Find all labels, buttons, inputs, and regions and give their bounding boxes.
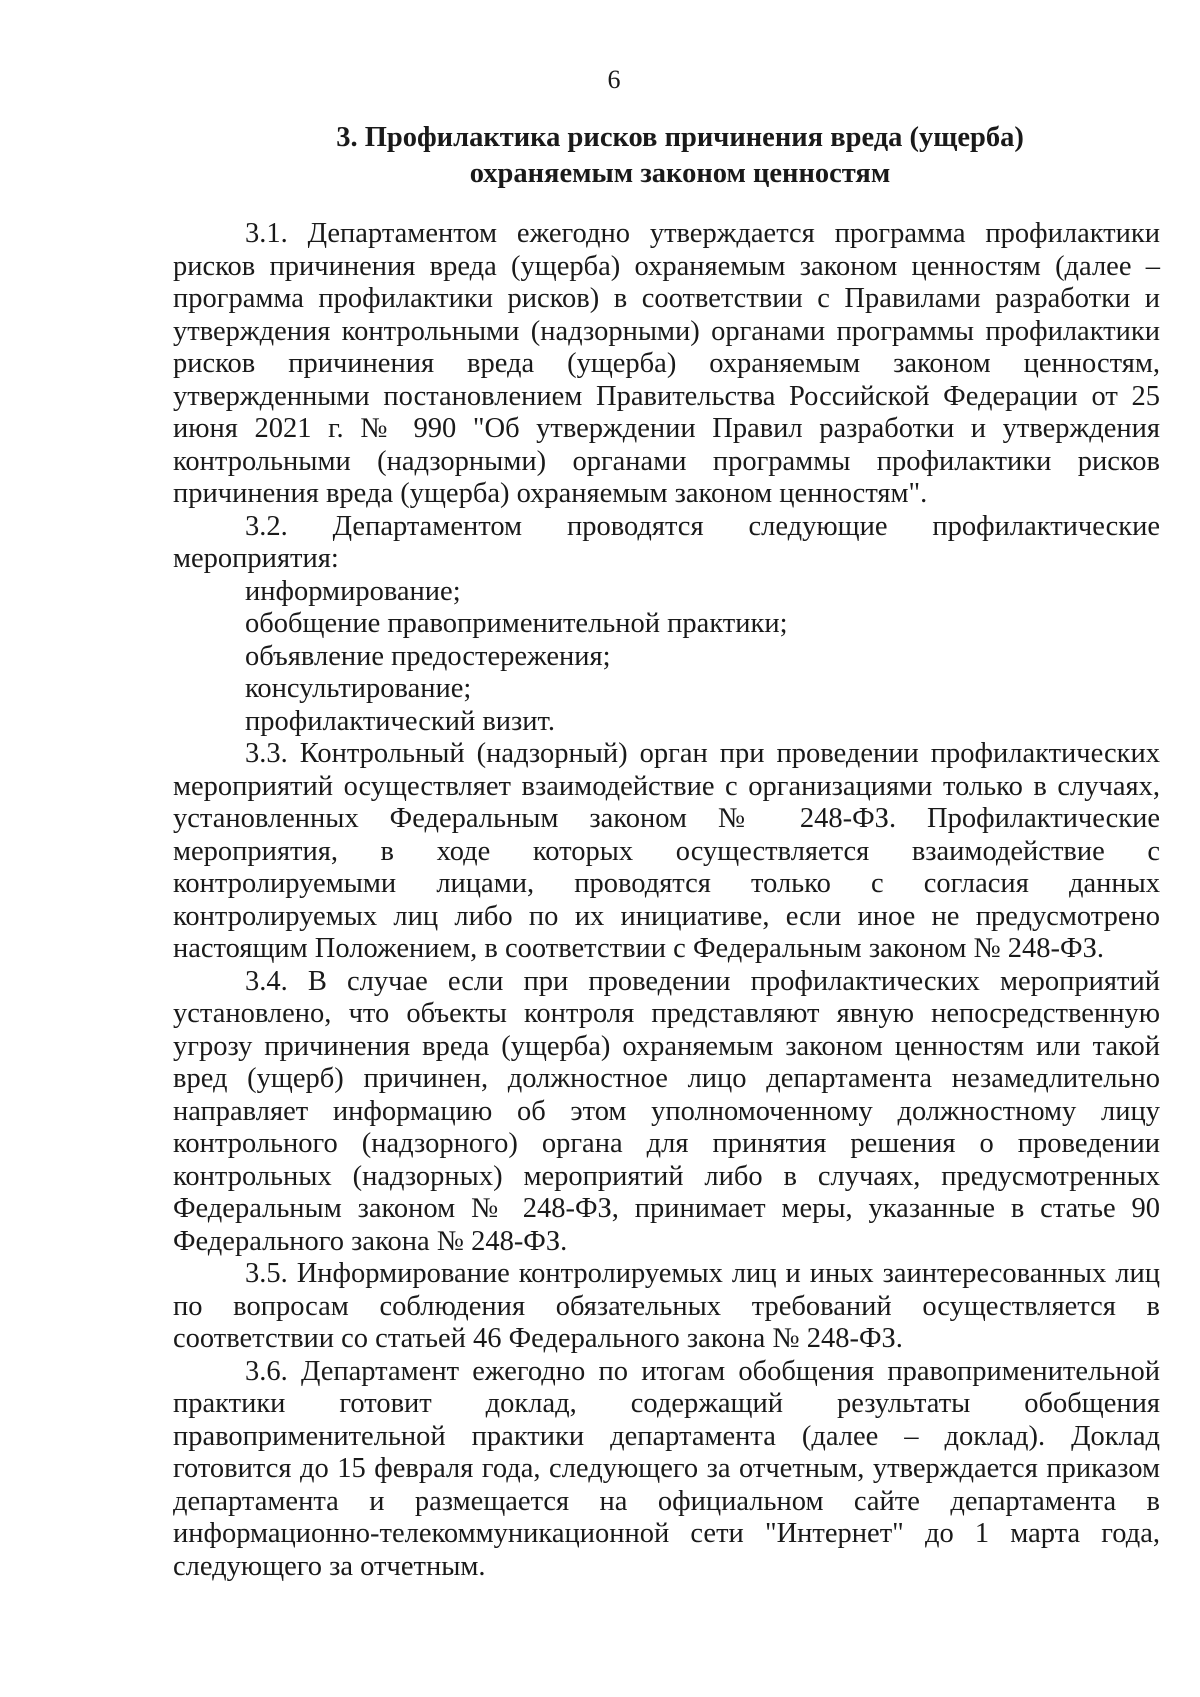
paragraph-3-2: 3.2. Департаментом проводятся следующие профилактические мероприятия:: [173, 510, 1160, 574]
heading-line-2: охраняемым законом ценностям: [469, 158, 891, 189]
list-item: информирование;: [245, 575, 461, 607]
page-number: 6: [607, 65, 621, 94]
list-item: объявление предостережения;: [245, 640, 611, 672]
paragraph-3-4: 3.4. В случае если при проведении профилактических мероприятий установлено, что объекты контроля представляют явную непосредственную угрозу причинения вреда (ущерба) охраняемым законом ценностям или такой вред (ущерб) причинен, должностное лицо департамента незамедлительно направляет информацию об этом уполномоченному должностному лицу контрольного (надзорного) органа для принятия решения о проведении контрольных (надзорных) мероприятий либо в случаях, предусмотренных Федеральным законом № 248-ФЗ, принимает меры, указанные в статье 90 Федерального закона № 248-ФЗ.: [173, 965, 1160, 1257]
paragraph-3-1: 3.1. Департаментом ежегодно утверждается программа профилактики рисков причинения вреда (ущерба) охраняемым законом ценностям (далее – программа профилактики рисков) в соответствии с Правилами разработки и утверждения контрольными (надзорными) органами программы профилактики рисков причинения вреда (ущерба) охраняемым законом ценностям, утвержденными постановлением Правительства Российской Федерации от 25 июня 2021 г. № 990 "Об утверждении Правил разработки и утверждения контрольными (надзорными) органами программы профилактики рисков причинения вреда (ущерба) охраняемым законом ценностям".: [173, 218, 1160, 509]
list-item: консультирование;: [245, 673, 472, 704]
paragraph-3-3: 3.3. Контрольный (надзорный) орган при проведении профилактических мероприятий осуществляет взаимодействие с организациями только в случаях, установленных Федеральным законом № 248-ФЗ. Профилактические мероприятия, в ходе которых осуществляется взаимодействие с контролируемыми лицами, проводятся только с согласия данных контролируемых лиц либо по их инициативе, если иное не предусмотрено настоящим Положением, в соответствии с Федеральным законом № 248-ФЗ.: [173, 738, 1160, 964]
heading-line-1: 3. Профилактика рисков причинения вреда (ущерба): [336, 122, 1024, 153]
paragraph-3-6: 3.6. Департамент ежегодно по итогам обобщения правоприменительной практики готовит доклад, содержащий результаты обобщения правоприменительной практики департамента (далее – доклад). Доклад готовится до 15 февраля года, следующего за отчетным, утверждается приказом департамента и размещается на официальном сайте департамента в информационно-телекоммуникационной сети "Интернет" до 1 марта года, следующего за отчетным.: [173, 1355, 1160, 1582]
list-item: обобщение правоприменительной практики;: [245, 608, 788, 639]
paragraph-3-5: 3.5. Информирование контролируемых лиц и иных заинтересованных лиц по вопросам соблюдения обязательных требований осуществляется в соответствии со статьей 46 Федерального закона № 248-ФЗ.: [173, 1258, 1160, 1354]
document-body: [173, 218, 1160, 1583]
list-item: профилактический визит.: [245, 705, 555, 737]
section-heading: [300, 120, 1060, 192]
measures-list: [173, 576, 1160, 739]
